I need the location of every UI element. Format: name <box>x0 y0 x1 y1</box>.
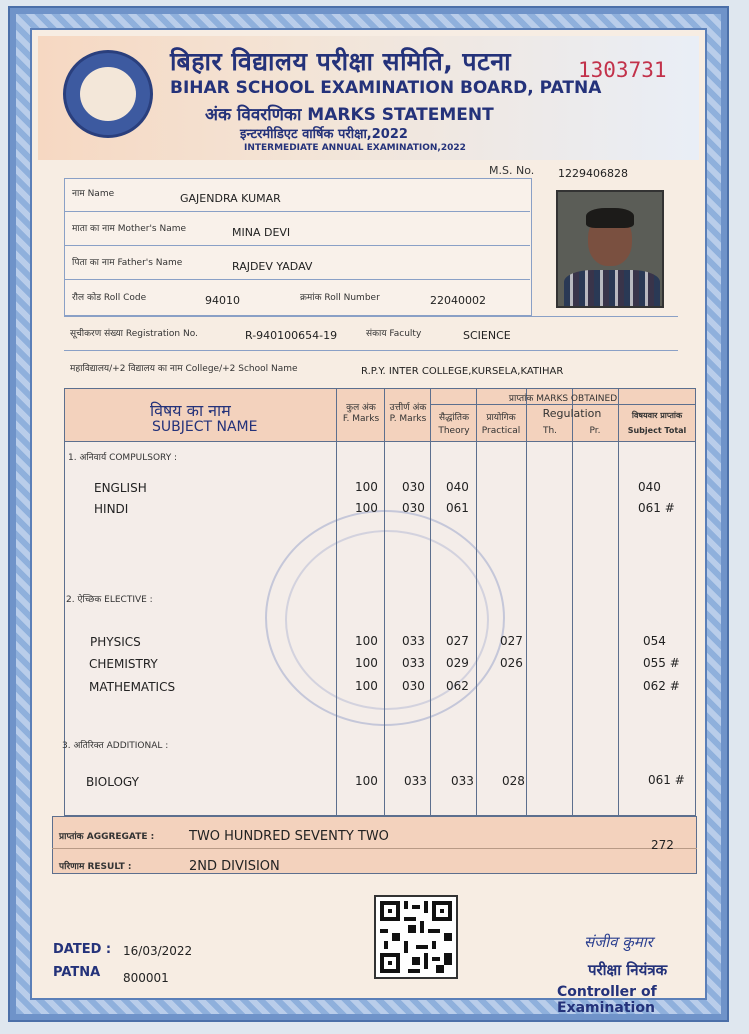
issue-date: 16/03/2022 <box>123 944 193 958</box>
subject-name: ENGLISH <box>94 481 147 495</box>
result-label: परिणाम RESULT : <box>59 862 132 872</box>
full-marks: 100 <box>355 679 378 693</box>
aggregate-words: TWO HUNDRED SEVENTY TWO <box>189 829 389 844</box>
divider <box>64 316 678 317</box>
marks-obtained-header: प्राप्तांक MARKS OBTAINED <box>508 394 618 404</box>
pass-marks-header-hindi: उत्तीर्ण अंक <box>389 403 427 413</box>
section-compulsory: 1. अनिवार्य COMPULSORY : <box>68 453 178 463</box>
aggregate-value: 272 <box>651 838 674 852</box>
student-name: GAJENDRA KUMAR <box>180 192 281 205</box>
column-divider <box>476 389 477 815</box>
full-marks: 100 <box>355 634 378 648</box>
board-title-hindi: बिहार विद्यालय परीक्षा समिति, पटना <box>170 47 512 76</box>
practical-marks: 027 <box>500 634 523 648</box>
pass-marks: 033 <box>402 656 425 670</box>
practical-marks: 028 <box>502 774 525 788</box>
qr-code-icon <box>374 895 458 979</box>
regulation-header: Regulation <box>542 407 602 420</box>
board-seal-watermark-icon <box>265 510 505 726</box>
section-additional: 3. अतिरिक्त ADDITIONAL : <box>62 741 169 751</box>
subject-total: 040 <box>638 480 661 494</box>
practical-marks: 026 <box>500 656 523 670</box>
subject-name: CHEMISTRY <box>89 657 158 671</box>
theory-marks: 062 <box>446 679 469 693</box>
subject-total-header-hindi: विषयवार प्राप्तांक <box>631 411 683 420</box>
column-divider <box>430 389 431 815</box>
theory-header-hindi: सैद्धांतिक <box>439 413 469 423</box>
full-marks: 100 <box>355 656 378 670</box>
board-title-english: BIHAR SCHOOL EXAMINATION BOARD, PATNA <box>170 78 602 98</box>
faculty: SCIENCE <box>463 329 511 342</box>
subject-name: HINDI <box>94 502 129 516</box>
mother-label: माता का नाम Mother's Name <box>72 224 187 234</box>
pass-marks: 030 <box>402 501 425 515</box>
full-marks: 100 <box>355 480 378 494</box>
marks-statement-title: अंक विवरणिका MARKS STATEMENT <box>205 105 494 125</box>
subject-name: PHYSICS <box>90 635 141 649</box>
subject-total: 062 # <box>643 679 680 693</box>
divider <box>64 350 678 351</box>
subject-name: BIOLOGY <box>86 775 139 789</box>
controller-signature: संजीव कुमार <box>584 933 653 951</box>
full-marks: 100 <box>355 501 378 515</box>
regulation-th-header: Th. <box>542 426 558 436</box>
controller-title-hindi: परीक्षा नियंत्रक <box>588 961 668 979</box>
patna-pin: 800001 <box>123 971 169 985</box>
ms-no-label: M.S. No. <box>489 164 535 177</box>
roll-number: 22040002 <box>430 294 486 307</box>
divider <box>52 848 697 849</box>
column-divider <box>526 389 527 815</box>
subject-header-hindi: विषय का नाम <box>150 401 231 420</box>
faculty-label: संकाय Faculty <box>366 329 422 339</box>
theory-marks: 040 <box>446 480 469 494</box>
subject-total: 055 # <box>643 656 680 670</box>
theory-marks: 029 <box>446 656 469 670</box>
practical-header: Practical <box>481 426 521 436</box>
serial-number: 1303731 <box>578 58 667 82</box>
father-label: पिता का नाम Father's Name <box>72 258 183 268</box>
full-marks-header: F. Marks <box>342 414 380 424</box>
dated-label: DATED : <box>53 942 112 957</box>
roll-code: 94010 <box>205 294 240 307</box>
registration-label: सूचीकरण संख्या Registration No. <box>70 329 198 339</box>
subject-total: 054 <box>643 634 666 648</box>
column-divider <box>572 389 573 815</box>
father-name: RAJDEV YADAV <box>232 260 313 273</box>
board-logo-icon <box>63 50 153 138</box>
roll-code-label: रौल कोड Roll Code <box>72 293 147 303</box>
section-elective: 2. ऐच्छिक ELECTIVE : <box>66 595 153 605</box>
subject-total-header: Subject Total <box>627 426 687 435</box>
theory-header: Theory <box>438 426 470 436</box>
pass-marks: 030 <box>402 679 425 693</box>
theory-marks: 061 <box>446 501 469 515</box>
controller-title-english: Controller of Examination <box>557 984 657 1016</box>
pass-marks: 033 <box>402 634 425 648</box>
exam-title-english: INTERMEDIATE ANNUAL EXAMINATION,2022 <box>244 143 466 153</box>
info-row-father <box>64 246 530 280</box>
header-divider <box>65 441 696 442</box>
theory-marks: 027 <box>446 634 469 648</box>
name-label: नाम Name <box>72 189 115 199</box>
registration-number: R-940100654-19 <box>245 329 338 342</box>
aggregate-label: प्राप्तांक AGGREGATE : <box>59 832 155 842</box>
roll-number-label: क्रमांक Roll Number <box>300 293 380 303</box>
info-row-name <box>64 178 530 212</box>
patna-label: PATNA <box>53 965 101 980</box>
practical-header-hindi: प्रायोगिक <box>486 413 516 423</box>
full-marks: 100 <box>355 774 378 788</box>
subject-total: 061 # <box>648 773 685 787</box>
full-marks-header-hindi: कुल अंक <box>346 403 376 413</box>
pass-marks-header: P. Marks <box>389 414 427 424</box>
column-divider <box>384 389 385 815</box>
subject-name: MATHEMATICS <box>89 680 176 694</box>
subject-header-english: SUBJECT NAME <box>152 419 258 435</box>
college-name: R.P.Y. INTER COLLEGE,KURSELA,KATIHAR <box>361 366 564 377</box>
exam-title-hindi: इन्टरमीडिएट वार्षिक परीक्षा,2022 <box>240 127 408 142</box>
subject-total: 061 # <box>638 501 675 515</box>
info-row-roll <box>64 280 530 313</box>
regulation-pr-header: Pr. <box>589 426 601 436</box>
result-box <box>52 816 697 874</box>
ms-no-value: 1229406828 <box>558 167 628 180</box>
column-divider <box>618 389 619 815</box>
theory-marks: 033 <box>451 774 474 788</box>
column-divider <box>336 389 337 815</box>
info-row-mother <box>64 212 530 246</box>
header-divider <box>430 404 696 405</box>
mother-name: MINA DEVI <box>232 226 291 239</box>
result-division: 2ND DIVISION <box>189 859 280 874</box>
student-photo <box>556 190 664 308</box>
college-label: महाविद्यालय/+2 विद्यालय का नाम College/+2 School Name <box>70 364 298 374</box>
pass-marks: 033 <box>404 774 427 788</box>
pass-marks: 030 <box>402 480 425 494</box>
